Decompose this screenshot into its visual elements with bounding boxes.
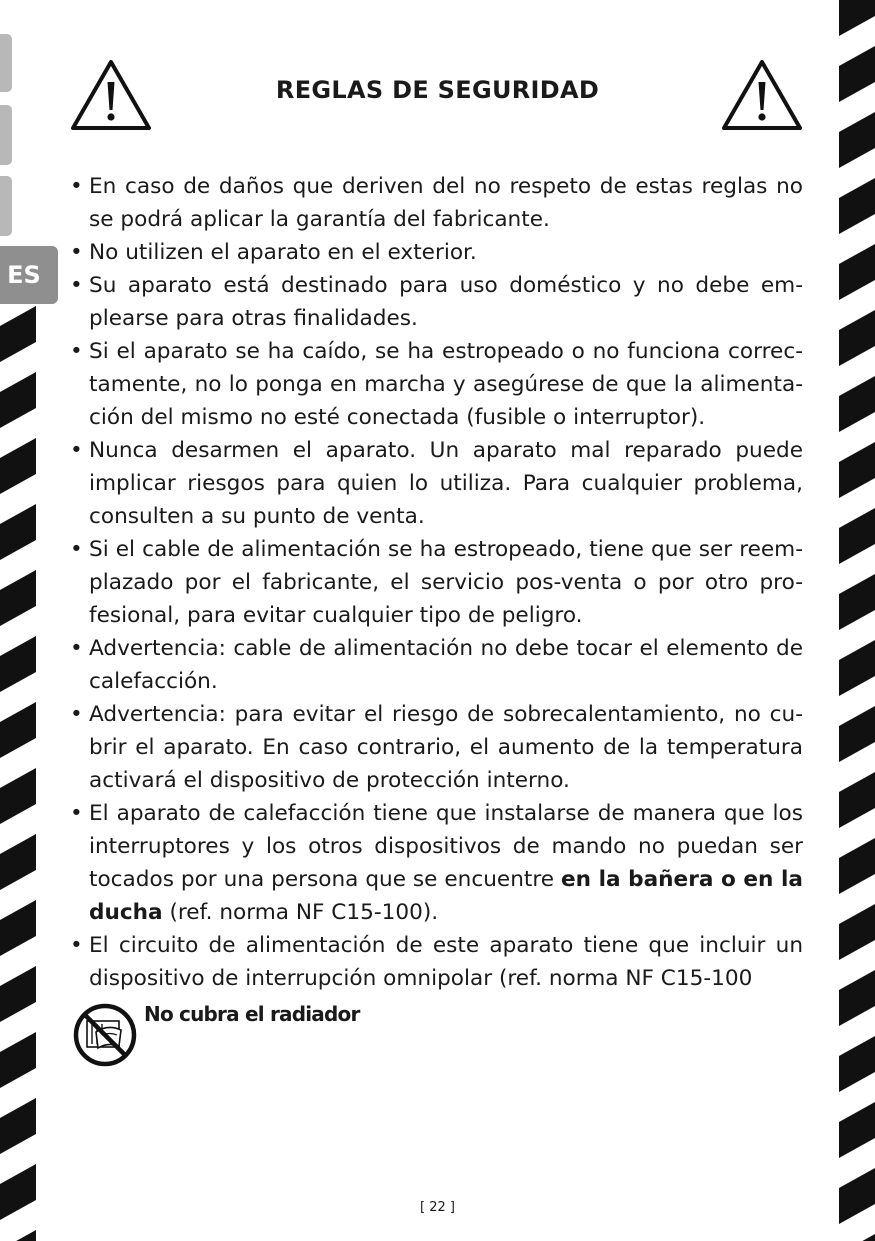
rule-item [70,269,803,335]
hazard-stripe [839,640,875,696]
rule-text: No utilizen el aparato en el exterior. [89,240,477,265]
rule-item [70,236,803,269]
rule-item [70,170,803,236]
page-title: REGLAS DE SEGURIDAD [275,76,600,104]
hazard-stripe [839,1102,875,1158]
safety-rules-list [70,170,803,995]
rule-text: El aparato de calefacción tiene que instalarse de manera que los interruptores y los otros dispositivos de mando no puedan ser tocados por una persona que se encuentre [89,801,803,892]
hazard-stripe [839,112,875,168]
hazard-stripe [839,508,875,564]
hazard-stripe [0,636,36,692]
rule-item [70,434,803,533]
hazard-stripe [839,970,875,1026]
hazard-stripe [0,768,36,824]
hazard-stripe [0,834,36,890]
rule-text: En caso de daños que deriven del no respeto de estas reglas no se podrá aplicar la garantía del fabricante. [89,174,803,232]
rule-text: Nunca desarmen el aparato. Un aparato mal reparado puede implicar riesgos para quien lo utiliza. Para cualquier problema, consulten a su punto de venta. [89,438,803,529]
hazard-stripe [839,1036,875,1092]
hazard-stripe [0,1230,36,1241]
hazard-stripe [839,904,875,960]
language-tab-es[interactable]: ES [0,246,58,304]
hazard-stripe [0,702,36,758]
rule-item [70,797,803,929]
hazard-stripe [0,1032,36,1088]
page-number: [ 22 ] [420,1200,455,1215]
hazard-stripe [839,376,875,432]
do-not-cover-icon [72,1002,138,1068]
hazard-stripe [839,772,875,828]
notice-text: No cubra el radiador [144,1002,360,1026]
rule-item [70,929,803,995]
side-tab-2[interactable] [0,105,12,165]
hazard-stripe [0,900,36,956]
hazard-stripe [0,570,36,626]
hazard-stripe [839,178,875,234]
rule-text: Su aparato está destinado para uso doméstico y no debe em-plearse para otras finalidades. [89,273,803,331]
hazard-stripe [839,310,875,366]
rule-item [70,335,803,434]
hazard-stripe [839,706,875,762]
rule-item [70,533,803,632]
rule-text: El circuito de alimentación de este aparato tiene que incluir un dispositivo de interrupción omnipolar (ref. norma NF C15-100 [89,933,803,991]
hazard-stripe [0,966,36,1022]
rule-item [70,698,803,797]
hazard-stripe [839,838,875,894]
rule-text: Advertencia: para evitar el riesgo de sobrecalentamiento, no cu-brir el aparato. En caso contrario, el aumento de la temperatura activará el dispositivo de protección interno. [89,702,803,793]
side-tab-3[interactable] [0,176,12,236]
hazard-stripe [0,504,36,560]
hazard-stripe [0,372,36,428]
hazard-stripe [0,306,36,362]
hazard-stripe [839,442,875,498]
rule-item [70,632,803,698]
rule-text: Si el cable de alimentación se ha estropeado, tiene que ser reem-plazado por el fabricante, el servicio pos-venta o por otro pro-fesional, para evitar cualquier tipo de peligro. [89,537,803,628]
rule-text: Si el aparato se ha caído, se ha estropeado o no funciona correc-tamente, no lo ponga en marcha y asegúrese de que la alimenta-ción del mismo no esté conectada (fusible o interruptor). [89,339,803,430]
hazard-stripe [839,1168,875,1224]
rule-text: (ref. norma NF C15-100). [162,900,439,925]
hazard-stripe [0,1098,36,1154]
hazard-stripe [839,1234,875,1241]
hazard-stripe [839,244,875,300]
hazard-stripe [839,0,875,36]
rule-text: Advertencia: cable de alimentación no debe tocar el elemento de calefacción. [89,636,803,694]
right-hazard-stripes [839,0,875,1241]
hazard-stripe [839,574,875,630]
hazard-stripe [0,438,36,494]
rule-bold-text: en la bañera o en la ducha [89,867,803,925]
